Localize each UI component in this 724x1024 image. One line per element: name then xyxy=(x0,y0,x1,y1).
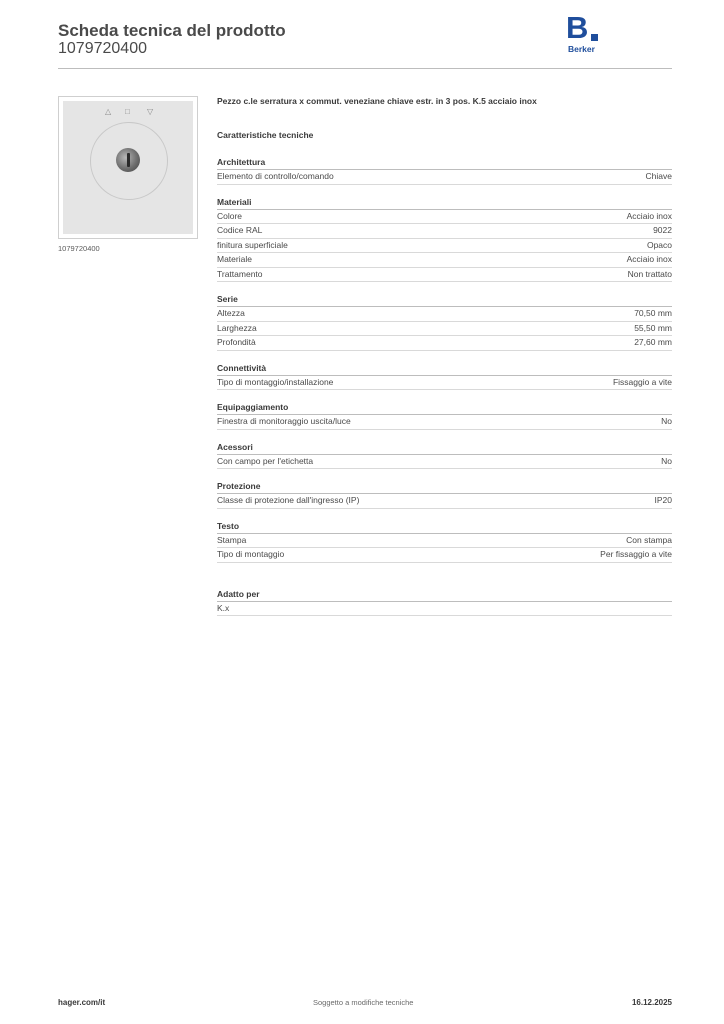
features-heading: Caratteristiche tecniche xyxy=(217,130,314,140)
header-title: Scheda tecnica del prodotto xyxy=(58,21,286,40)
spec-label: Elemento di controllo/comando xyxy=(217,171,334,181)
spec-row xyxy=(217,376,672,391)
berker-logo[interactable] xyxy=(566,10,606,56)
spec-value: 27,60 mm xyxy=(634,337,672,347)
spec-label: Finestra di monitoraggio uscita/luce xyxy=(217,416,351,426)
section-title: Architettura xyxy=(217,156,672,170)
key-ring xyxy=(90,122,168,200)
footer-disclaimer: Soggetto a modifiche tecniche xyxy=(313,998,414,1007)
spec-value: Per fissaggio a vite xyxy=(600,549,672,559)
spec-label: Materiale xyxy=(217,254,252,264)
spec-value: Opaco xyxy=(646,239,672,250)
section-title: Materiali xyxy=(217,196,672,210)
spec-section xyxy=(217,441,672,470)
suitable-section xyxy=(217,588,672,617)
spec-row xyxy=(217,170,672,185)
spec-section xyxy=(217,362,672,391)
spec-section xyxy=(217,196,672,283)
suitable-value: K.x xyxy=(217,602,230,613)
spec-value: No xyxy=(661,416,672,426)
spec-row xyxy=(217,602,672,617)
spec-row xyxy=(217,224,672,239)
spec-label: Classe di protezione dall'ingresso (IP) xyxy=(217,495,360,505)
spec-row xyxy=(217,253,672,268)
spec-label: Larghezza xyxy=(217,322,257,333)
spec-value: No xyxy=(661,455,672,466)
spec-row xyxy=(217,239,672,254)
spec-value: Fissaggio a vite xyxy=(612,376,672,387)
spec-label: Tipo di montaggio/installazione xyxy=(217,376,334,387)
section-title: Connettività xyxy=(217,362,672,376)
spec-value: Acciaio inox xyxy=(626,210,672,221)
spec-section xyxy=(217,156,672,185)
footer-date: 16.12.2025 xyxy=(631,998,672,1007)
section-title: Protezione xyxy=(217,480,672,494)
header-divider xyxy=(58,68,672,69)
spec-section xyxy=(217,401,672,430)
section-title: Testo xyxy=(217,520,672,534)
spec-value: Acciaio inox xyxy=(626,254,672,264)
suitable-title: Adatto per xyxy=(217,588,672,602)
product-code: 1079720400 xyxy=(58,40,147,57)
spec-value: Chiave xyxy=(645,171,672,181)
spec-value: Non trattato xyxy=(627,268,672,279)
spec-row xyxy=(217,322,672,337)
logo-letter: B xyxy=(566,10,589,45)
spec-section xyxy=(217,293,672,351)
keyhole-icon xyxy=(116,148,140,172)
spec-value: 70,50 mm xyxy=(634,308,672,318)
spec-section xyxy=(217,480,672,509)
spec-section xyxy=(217,520,672,563)
section-title: Acessori xyxy=(217,441,672,455)
spec-label: Tipo di montaggio xyxy=(217,549,285,559)
spec-value: IP20 xyxy=(654,495,672,505)
up-arrow-icon: △ xyxy=(105,107,112,116)
spec-value: Con stampa xyxy=(626,534,672,545)
cover-plate xyxy=(63,101,193,234)
section-title: Equipaggiamento xyxy=(217,401,672,415)
logo-dot xyxy=(591,34,598,41)
spec-table xyxy=(217,156,672,616)
spec-value: 9022 xyxy=(653,225,672,235)
spec-row xyxy=(217,548,672,563)
spec-label: Con campo per l'etichetta xyxy=(217,455,314,466)
key-slot xyxy=(127,153,130,167)
spec-label: Profondità xyxy=(217,337,256,347)
spec-label: Trattamento xyxy=(217,268,263,279)
spec-label: Colore xyxy=(217,210,243,221)
spec-row xyxy=(217,307,672,322)
spec-row xyxy=(217,534,672,549)
product-description: Pezzo c.le serratura x commut. veneziane chiave estr. in 3 pos. K.5 acciaio inox xyxy=(217,96,537,106)
spec-value: 55,50 mm xyxy=(634,322,672,333)
spec-row xyxy=(217,455,672,470)
spec-row xyxy=(217,494,672,509)
spec-row xyxy=(217,210,672,225)
footer-website[interactable]: hager.com/it xyxy=(58,998,106,1007)
logo-text: Berker xyxy=(568,44,595,54)
spec-label: Stampa xyxy=(217,534,247,545)
section-title: Serie xyxy=(217,293,672,307)
down-arrow-icon: ▽ xyxy=(147,107,154,116)
stop-square-icon: □ xyxy=(125,107,130,116)
spec-row xyxy=(217,268,672,283)
spec-label: Codice RAL xyxy=(217,225,263,235)
image-caption: 1079720400 xyxy=(58,244,100,253)
spec-row xyxy=(217,336,672,351)
spec-label: Altezza xyxy=(217,308,245,318)
spec-label: finitura superficiale xyxy=(217,239,288,250)
product-image xyxy=(58,96,198,239)
spec-row xyxy=(217,415,672,430)
